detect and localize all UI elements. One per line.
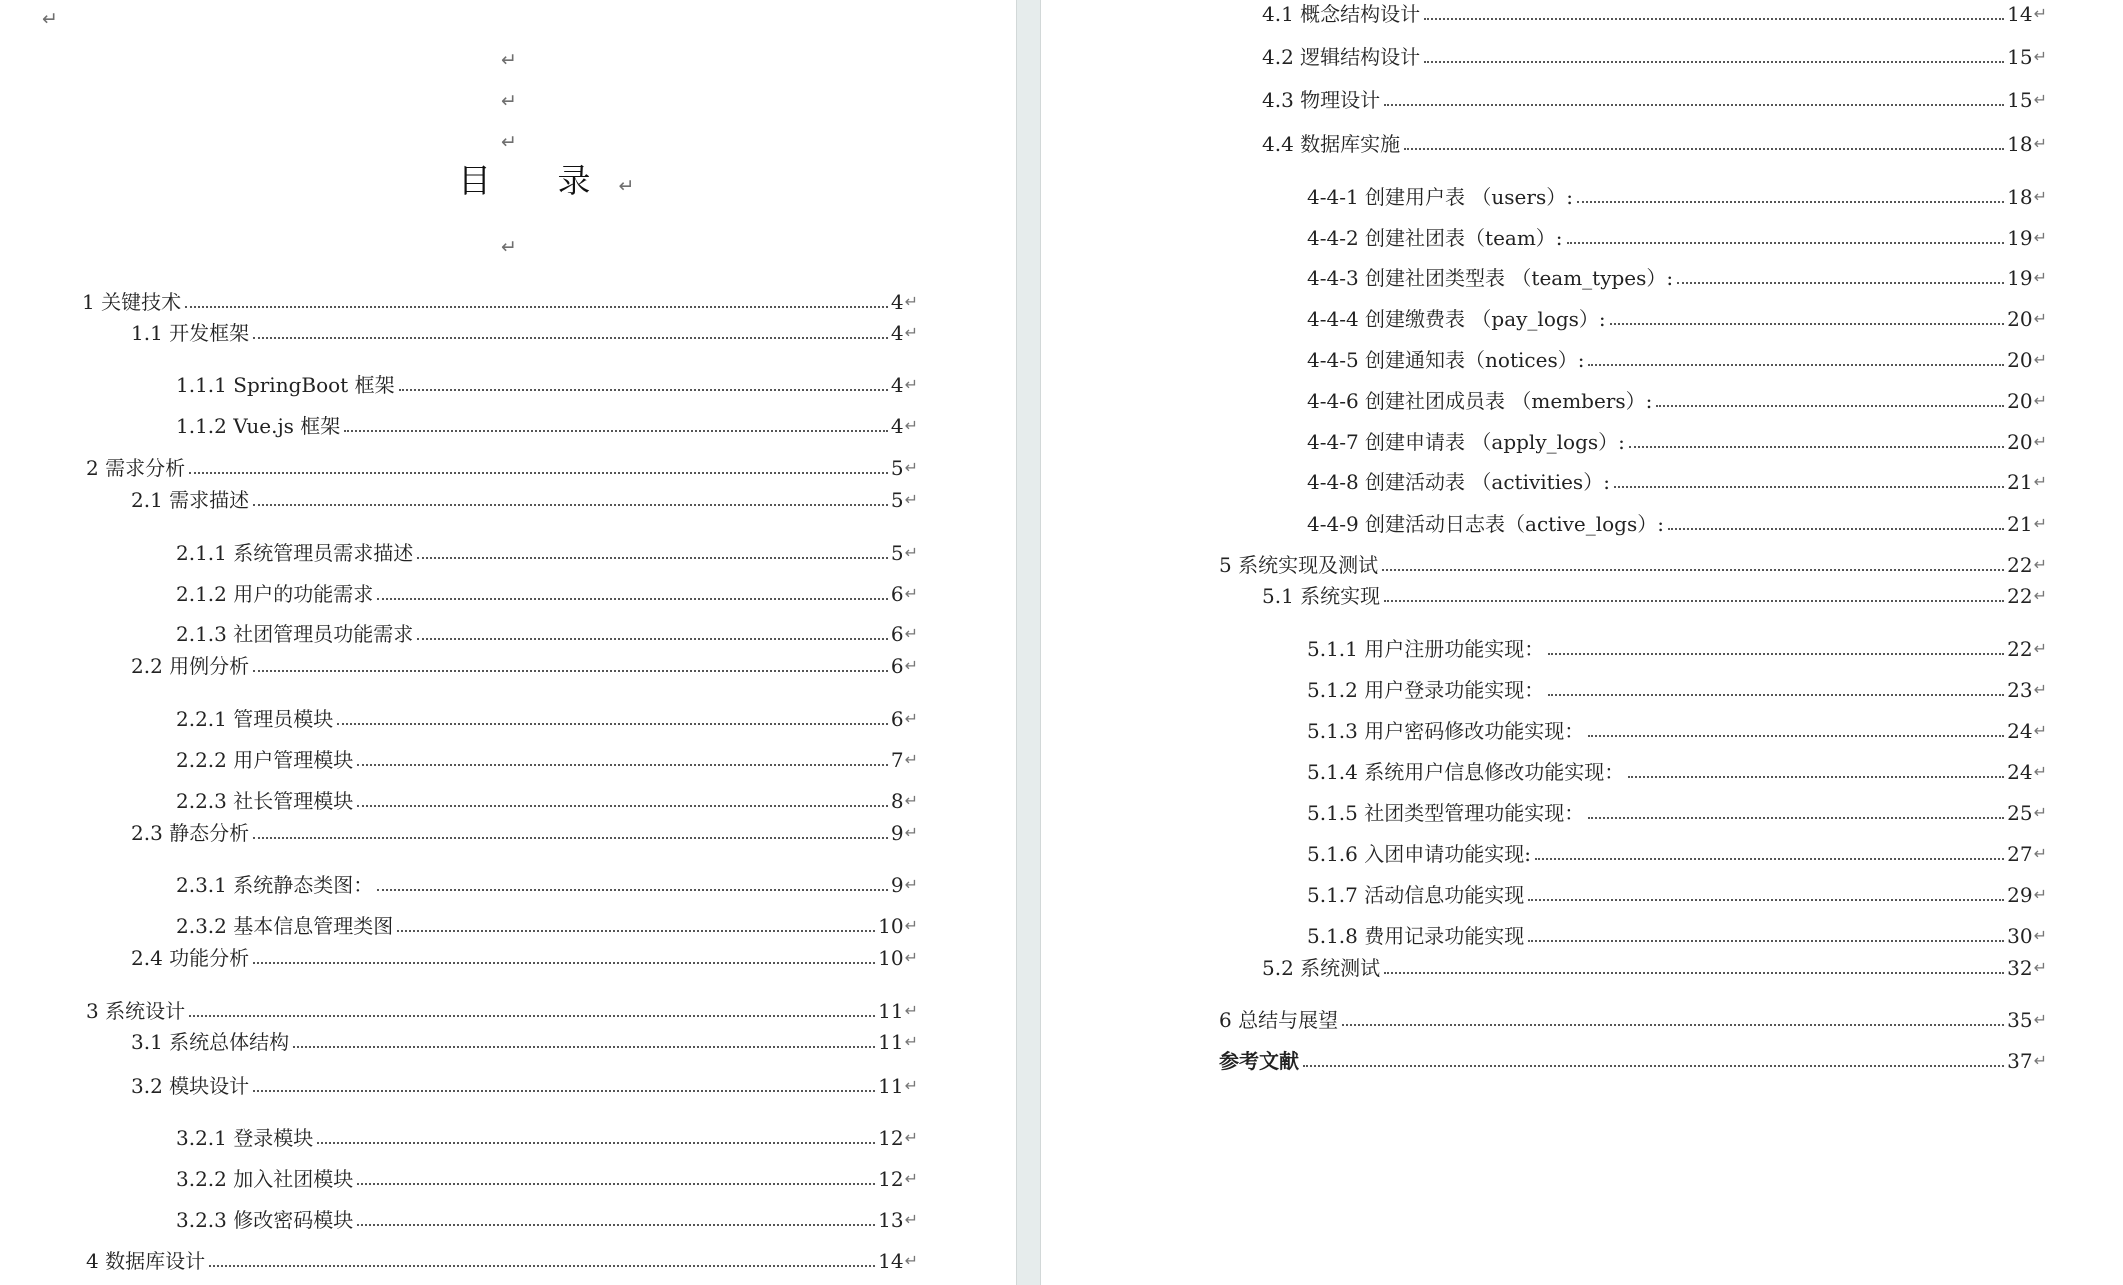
toc-dot-leader (1404, 148, 2004, 150)
toc-entry-title: 5.1.3 用户密码修改功能实现： (1307, 719, 1585, 743)
toc-entry-title: 3.2 模块设计 (131, 1074, 250, 1098)
paragraph-mark-icon: ↵ (904, 750, 918, 769)
toc-dot-leader (253, 337, 888, 339)
toc-entry[interactable] (176, 788, 918, 814)
paragraph-mark-icon: ↵ (2033, 639, 2047, 658)
toc-entry[interactable] (1307, 265, 2047, 291)
paragraph-mark-icon: ↵ (2033, 762, 2047, 781)
paragraph-mark-icon: ↵ (904, 1169, 918, 1188)
toc-page-number: 10 (878, 946, 904, 970)
toc-entry[interactable] (176, 581, 918, 607)
toc-page-number: 22 (2007, 637, 2033, 661)
toc-dot-leader (1384, 600, 2004, 602)
toc-entry[interactable] (1307, 677, 2047, 703)
toc-entry-title: 1.1.2 Vue.js 框架 (176, 414, 341, 438)
toc-entry-title: 5.2 系统测试 (1262, 956, 1381, 980)
toc-entry[interactable] (176, 1166, 918, 1192)
toc-page-number: 6 (890, 707, 904, 731)
toc-entry[interactable] (1219, 1048, 2047, 1074)
toc-page-number: 20 (2007, 430, 2033, 454)
toc-entry-title: 4.3 物理设计 (1262, 88, 1381, 112)
toc-entry-title: 3.2.2 加入社团模块 (176, 1167, 354, 1191)
toc-page-number: 8 (890, 789, 904, 813)
paragraph-mark-icon: ↵ (904, 823, 918, 842)
toc-title-text: 目 录 (458, 161, 619, 200)
toc-dot-leader (377, 889, 888, 891)
toc-entry-title: 2.2.2 用户管理模块 (176, 748, 354, 772)
paragraph-mark-icon: ↵ (2033, 90, 2047, 109)
toc-entry[interactable] (131, 653, 918, 679)
toc-page-number: 20 (2007, 348, 2033, 372)
toc-page-number: 12 (878, 1126, 904, 1150)
toc-dot-leader (1382, 569, 2004, 571)
toc-entry[interactable] (1307, 636, 2047, 662)
toc-page-number: 21 (2007, 512, 2033, 536)
paragraph-mark-icon: ↵ (2033, 309, 2047, 328)
toc-entry[interactable] (86, 998, 918, 1024)
toc-dot-leader (1677, 282, 2004, 284)
toc-page-number: 10 (878, 914, 904, 938)
toc-entry[interactable] (1307, 882, 2047, 908)
toc-page-number: 29 (2007, 883, 2033, 907)
paragraph-mark-icon: ↵ (904, 416, 918, 435)
toc-page-number: 24 (2007, 719, 2033, 743)
toc-entry[interactable] (131, 487, 918, 513)
toc-entry[interactable] (1262, 131, 2047, 157)
toc-page-number: 19 (2007, 266, 2033, 290)
toc-page-number: 4 (890, 414, 904, 438)
toc-dot-leader (1577, 201, 2004, 203)
toc-dot-leader (1424, 61, 2004, 63)
toc-dot-leader (1588, 735, 2004, 737)
toc-page-number: 22 (2007, 584, 2033, 608)
toc-dot-leader (1668, 528, 2004, 530)
paragraph-mark-icon: ↵ (2033, 350, 2047, 369)
toc-dot-leader (1588, 817, 2004, 819)
toc-entry[interactable] (176, 372, 918, 398)
toc-entry-title: 4-4-3 创建社团类型表 （team_types）: (1307, 266, 1674, 290)
toc-entry-title: 5.1.1 用户注册功能实现： (1307, 637, 1545, 661)
paragraph-mark-icon: ↵ (2033, 1051, 2047, 1070)
toc-entry[interactable] (176, 1125, 918, 1151)
toc-entry[interactable] (1262, 955, 2047, 981)
toc-entry-title: 参考文献 (1219, 1049, 1299, 1073)
toc-dot-leader (1424, 18, 2004, 20)
toc-dot-leader (1588, 364, 2004, 366)
toc-entry-title: 4.4 数据库实施 (1262, 132, 1401, 156)
toc-entry[interactable] (1262, 87, 2047, 113)
toc-entry-title: 3 系统设计 (86, 999, 186, 1023)
paragraph-mark-icon: ↵ (2033, 1010, 2047, 1029)
paragraph-mark-icon: ↵ (904, 948, 918, 967)
paragraph-mark-icon: ↵ (904, 458, 918, 477)
toc-entry[interactable] (176, 413, 918, 439)
toc-entry-title: 2.1 需求描述 (131, 488, 250, 512)
toc-entry-title: 5 系统实现及测试 (1219, 553, 1379, 577)
document-page-left (0, 0, 1016, 1285)
toc-page-number: 5 (890, 488, 904, 512)
toc-entry[interactable] (1219, 552, 2047, 578)
toc-page-number: 9 (890, 873, 904, 897)
toc-dot-leader (293, 1046, 875, 1048)
toc-entry[interactable] (86, 1248, 918, 1274)
toc-entry[interactable] (86, 455, 918, 481)
paragraph-mark-icon: ↵ (904, 292, 918, 311)
toc-entry-title: 4.2 逻辑结构设计 (1262, 45, 1421, 69)
toc-dot-leader (1535, 858, 2004, 860)
toc-entry[interactable] (1307, 800, 2047, 826)
paragraph-mark-icon: ↵ (618, 175, 635, 197)
toc-dot-leader (357, 805, 888, 807)
toc-entry-title: 4-4-8 创建活动表 （activities）: (1307, 470, 1610, 494)
toc-entry[interactable] (1262, 1, 2047, 27)
toc-entry-title: 4-4-1 创建用户表 （users）: (1307, 185, 1573, 209)
toc-entry[interactable] (1307, 511, 2047, 537)
toc-entry-title: 5.1.4 系统用户信息修改功能实现： (1307, 760, 1625, 784)
paragraph-mark-icon: ↵ (501, 131, 517, 153)
toc-page-number: 6 (890, 582, 904, 606)
paragraph-mark-icon: ↵ (904, 1032, 918, 1051)
toc-dot-leader (1384, 972, 2004, 974)
paragraph-mark-icon: ↵ (904, 1076, 918, 1095)
paragraph-mark-icon: ↵ (904, 624, 918, 643)
paragraph-mark-icon: ↵ (904, 490, 918, 509)
toc-entry-title: 4-4-4 创建缴费表 （pay_logs）: (1307, 307, 1606, 331)
paragraph-mark-icon: ↵ (2033, 514, 2047, 533)
toc-entry-title: 5.1.6 入团申请功能实现: (1307, 842, 1531, 866)
toc-page-number: 14 (2007, 2, 2033, 26)
toc-entry-title: 5.1 系统实现 (1262, 584, 1381, 608)
toc-dot-leader (253, 837, 888, 839)
toc-entry[interactable] (176, 1207, 918, 1233)
toc-entry[interactable] (131, 320, 918, 346)
toc-page-number: 21 (2007, 470, 2033, 494)
toc-entry[interactable] (131, 1029, 918, 1055)
toc-entry-title: 4-4-9 创建活动日志表（active_logs）: (1307, 512, 1664, 536)
toc-dot-leader (377, 598, 888, 600)
document-page-right (1041, 0, 2123, 1285)
toc-entry[interactable] (131, 820, 918, 846)
paragraph-mark-icon: ↵ (904, 323, 918, 342)
toc-dot-leader (1628, 776, 2004, 778)
toc-entry-title: 2.3 静态分析 (131, 821, 250, 845)
toc-entry-title: 1 关键技术 (82, 290, 182, 314)
toc-page-number: 4 (890, 373, 904, 397)
toc-entry-title: 2.2.1 管理员模块 (176, 707, 334, 731)
toc-entry[interactable] (1307, 225, 2047, 251)
toc-dot-leader (1567, 242, 2005, 244)
toc-dot-leader (1528, 899, 2004, 901)
toc-entry[interactable] (1307, 923, 2047, 949)
toc-title (458, 161, 635, 200)
paragraph-mark-icon: ↵ (2033, 844, 2047, 863)
paragraph-mark-icon: ↵ (2033, 4, 2047, 23)
toc-entry-title: 5.1.8 费用记录功能实现 (1307, 924, 1525, 948)
paragraph-mark-icon: ↵ (2033, 680, 2047, 699)
toc-page-number: 4 (890, 321, 904, 345)
toc-dot-leader (397, 930, 875, 932)
toc-dot-leader (344, 430, 888, 432)
paragraph-mark-icon: ↵ (2033, 926, 2047, 945)
toc-entry-title: 3.1 系统总体结构 (131, 1030, 290, 1054)
toc-entry-title: 2 需求分析 (86, 456, 186, 480)
paragraph-mark-icon: ↵ (2033, 555, 2047, 574)
toc-dot-leader (357, 1183, 875, 1185)
paragraph-mark-icon: ↵ (2033, 134, 2047, 153)
toc-entry[interactable] (1307, 429, 2047, 455)
toc-entry-title: 3.2.1 登录模块 (176, 1126, 314, 1150)
toc-entry[interactable] (176, 747, 918, 773)
toc-entry-title: 1.1.1 SpringBoot 框架 (176, 373, 395, 397)
paragraph-mark-icon: ↵ (904, 1251, 918, 1270)
toc-dot-leader (1303, 1065, 2004, 1067)
paragraph-mark-icon: ↵ (904, 916, 918, 935)
toc-dot-leader (337, 723, 888, 725)
paragraph-mark-icon: ↵ (2033, 472, 2047, 491)
paragraph-mark-icon: ↵ (501, 236, 517, 258)
toc-dot-leader (253, 1090, 875, 1092)
toc-dot-leader (189, 472, 888, 474)
toc-entry-title: 2.4 功能分析 (131, 946, 250, 970)
toc-page-number: 9 (890, 821, 904, 845)
paragraph-mark-icon: ↵ (2033, 187, 2047, 206)
toc-dot-leader (185, 306, 888, 308)
toc-entry-title: 3.2.3 修改密码模块 (176, 1208, 354, 1232)
toc-dot-leader (1614, 486, 2004, 488)
toc-page-number: 27 (2007, 842, 2033, 866)
toc-dot-leader (1610, 323, 2004, 325)
toc-entry[interactable] (176, 621, 918, 647)
toc-page-number: 6 (890, 622, 904, 646)
toc-entry[interactable] (1307, 759, 2047, 785)
toc-entry[interactable] (1307, 347, 2047, 373)
paragraph-mark-icon: ↵ (904, 543, 918, 562)
paragraph-mark-icon: ↵ (2033, 228, 2047, 247)
toc-dot-leader (1656, 405, 2004, 407)
paragraph-mark-icon: ↵ (2033, 432, 2047, 451)
toc-dot-leader (253, 670, 888, 672)
toc-entry-title: 2.2 用例分析 (131, 654, 250, 678)
toc-entry-title: 2.1.3 社团管理员功能需求 (176, 622, 414, 646)
paragraph-mark-icon: ↵ (904, 709, 918, 728)
toc-dot-leader (357, 764, 888, 766)
toc-dot-leader (209, 1265, 875, 1267)
toc-page-number: 37 (2007, 1049, 2033, 1073)
toc-entry[interactable] (1307, 388, 2047, 414)
toc-page-number: 14 (878, 1249, 904, 1273)
toc-entry[interactable] (131, 1073, 918, 1099)
toc-page-number: 20 (2007, 389, 2033, 413)
toc-dot-leader (253, 962, 875, 964)
toc-dot-leader (253, 504, 888, 506)
paragraph-mark-icon: ↵ (2033, 803, 2047, 822)
paragraph-mark-icon: ↵ (904, 875, 918, 894)
toc-page-number: 19 (2007, 226, 2033, 250)
toc-dot-leader (1528, 940, 2004, 942)
toc-entry[interactable] (176, 872, 918, 898)
toc-page-number: 15 (2007, 45, 2033, 69)
toc-dot-leader (1384, 104, 2004, 106)
toc-entry[interactable] (1307, 469, 2047, 495)
paragraph-mark-icon: ↵ (501, 49, 517, 71)
toc-entry[interactable] (176, 706, 918, 732)
toc-page-number: 7 (890, 748, 904, 772)
toc-dot-leader (1548, 694, 2004, 696)
toc-entry[interactable] (1262, 583, 2047, 609)
paragraph-mark-icon: ↵ (904, 656, 918, 675)
paragraph-mark-icon: ↵ (904, 1001, 918, 1020)
toc-dot-leader (1342, 1024, 2004, 1026)
toc-dot-leader (1548, 653, 2004, 655)
paragraph-mark-icon: ↵ (904, 584, 918, 603)
paragraph-mark-icon: ↵ (2033, 391, 2047, 410)
toc-entry-title: 2.3.2 基本信息管理类图 (176, 914, 394, 938)
toc-page-number: 13 (878, 1208, 904, 1232)
paragraph-mark-icon: ↵ (2033, 885, 2047, 904)
paragraph-mark-icon: ↵ (2033, 958, 2047, 977)
paragraph-mark-icon: ↵ (904, 1210, 918, 1229)
paragraph-mark-icon: ↵ (2033, 47, 2047, 66)
toc-entry[interactable] (1262, 44, 2047, 70)
paragraph-mark-icon: ↵ (42, 8, 58, 30)
toc-entry-title: 2.2.3 社长管理模块 (176, 789, 354, 813)
toc-entry[interactable] (82, 289, 918, 315)
paragraph-mark-icon: ↵ (2033, 268, 2047, 287)
toc-entry[interactable] (131, 945, 918, 971)
paragraph-mark-icon: ↵ (904, 375, 918, 394)
toc-entry-title: 4-4-2 创建社团表（team）: (1307, 226, 1563, 250)
toc-dot-leader (357, 1224, 875, 1226)
toc-entry[interactable] (1307, 306, 2047, 332)
toc-page-number: 30 (2007, 924, 2033, 948)
toc-page-number: 11 (878, 999, 904, 1023)
toc-entry-title: 2.1.2 用户的功能需求 (176, 582, 374, 606)
toc-page-number: 15 (2007, 88, 2033, 112)
paragraph-mark-icon: ↵ (501, 90, 517, 112)
toc-entry-title: 4 数据库设计 (86, 1249, 206, 1273)
toc-page-number: 18 (2007, 132, 2033, 156)
toc-entry[interactable] (1219, 1007, 2047, 1033)
toc-entry-title: 4-4-6 创建社团成员表 （members）: (1307, 389, 1653, 413)
paragraph-mark-icon: ↵ (904, 1128, 918, 1147)
toc-dot-leader (1629, 446, 2004, 448)
toc-entry-title: 2.1.1 系统管理员需求描述 (176, 541, 414, 565)
toc-entry-title: 4-4-7 创建申请表 （apply_logs）: (1307, 430, 1625, 454)
toc-dot-leader (399, 389, 888, 391)
toc-page-number: 35 (2007, 1008, 2033, 1032)
toc-page-number: 6 (890, 654, 904, 678)
paragraph-mark-icon: ↵ (2033, 586, 2047, 605)
toc-page-number: 5 (890, 541, 904, 565)
toc-entry[interactable] (1307, 841, 2047, 867)
paragraph-mark-icon: ↵ (2033, 721, 2047, 740)
toc-page-number: 11 (878, 1074, 904, 1098)
toc-entry-title: 2.3.1 系统静态类图： (176, 873, 374, 897)
toc-entry-title: 1.1 开发框架 (131, 321, 250, 345)
toc-page-number: 4 (890, 290, 904, 314)
paragraph-mark-icon: ↵ (904, 791, 918, 810)
toc-entry-title: 5.1.7 活动信息功能实现 (1307, 883, 1525, 907)
page-gutter (1016, 0, 1041, 1285)
toc-page-number: 11 (878, 1030, 904, 1054)
toc-page-number: 20 (2007, 307, 2033, 331)
toc-entry-title: 4-4-5 创建通知表（notices）: (1307, 348, 1585, 372)
toc-dot-leader (417, 638, 888, 640)
toc-page-number: 22 (2007, 553, 2033, 577)
toc-page-number: 12 (878, 1167, 904, 1191)
toc-entry-title: 4.1 概念结构设计 (1262, 2, 1421, 26)
toc-page-number: 25 (2007, 801, 2033, 825)
toc-entry[interactable] (1307, 184, 2047, 210)
toc-entry-title: 6 总结与展望 (1219, 1008, 1339, 1032)
toc-page-number: 5 (890, 456, 904, 480)
toc-entry-title: 5.1.5 社团类型管理功能实现： (1307, 801, 1585, 825)
toc-page-number: 18 (2007, 185, 2033, 209)
toc-entry-title: 5.1.2 用户登录功能实现： (1307, 678, 1545, 702)
toc-dot-leader (189, 1015, 875, 1017)
toc-dot-leader (317, 1142, 875, 1144)
toc-entry[interactable] (1307, 718, 2047, 744)
toc-entry[interactable] (176, 540, 918, 566)
toc-page-number: 32 (2007, 956, 2033, 980)
toc-dot-leader (417, 557, 888, 559)
toc-page-number: 23 (2007, 678, 2033, 702)
toc-page-number: 24 (2007, 760, 2033, 784)
toc-entry[interactable] (176, 913, 918, 939)
